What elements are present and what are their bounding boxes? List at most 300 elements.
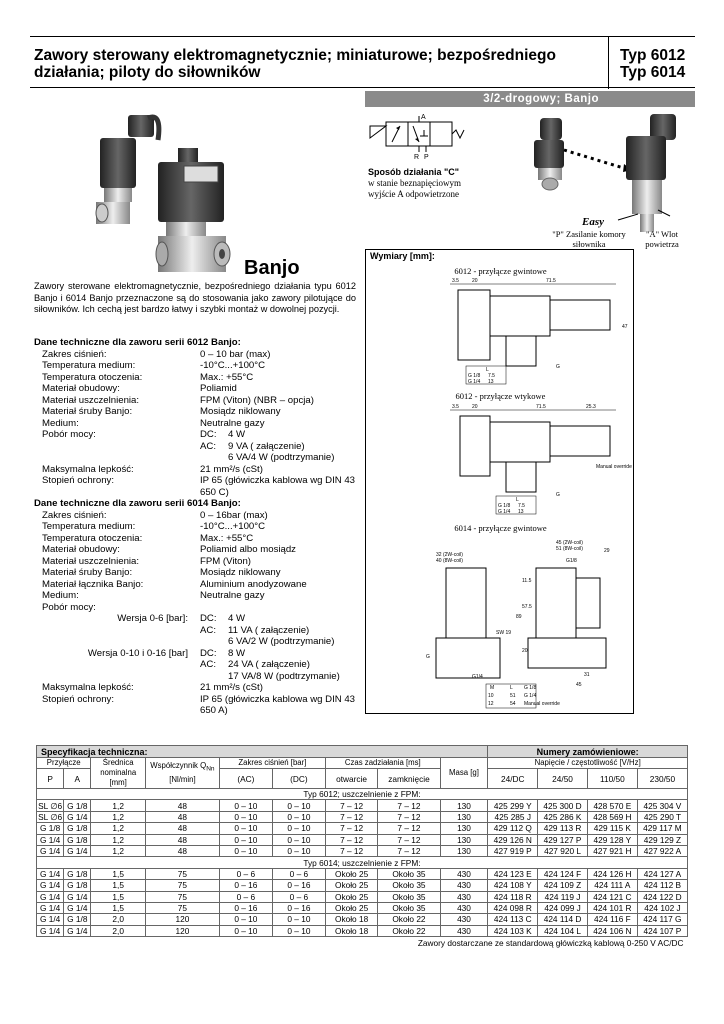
table-cell: 0 – 10	[272, 925, 325, 936]
table-cell: 75	[145, 902, 219, 913]
col-time: Czas zadziałania [ms]	[325, 758, 440, 769]
spec-key: Temperatura otoczenia:	[42, 532, 143, 544]
table-cell: 1,5	[91, 891, 146, 902]
dimension-label: 10	[488, 693, 494, 699]
spec-row	[34, 579, 364, 591]
dc-label: DC:	[200, 429, 217, 440]
order-number-cell: 424 098 R	[488, 902, 538, 913]
dimension-label: 45 (2W-coil)	[556, 540, 583, 546]
order-number-cell: 424 112 B	[637, 880, 687, 891]
spec-value: IP 65 (główiczka kablowa wg DIN 43 650 A)	[200, 693, 355, 716]
spec-row: Wersja 0-10 i 0-16 [bar] DC: 8 W	[34, 648, 364, 660]
table-cell: 430	[440, 914, 488, 925]
dimension-label: 11.5	[522, 578, 532, 584]
table-cell: Około 25	[325, 868, 377, 879]
drawing-6012-push-in	[446, 404, 632, 516]
table-cell: 0 – 10	[219, 914, 272, 925]
page-header	[30, 36, 695, 88]
table-cell: 0 – 16	[272, 880, 325, 891]
spec-lists	[34, 337, 364, 717]
ac-label: AC:	[200, 440, 216, 452]
table-cell: 0 – 10	[219, 811, 272, 822]
col-dc: (DC)	[272, 769, 325, 789]
spec-key: Wersja 0-10 i 0-16 [bar]	[87, 647, 188, 659]
dimension-label: L	[486, 367, 489, 373]
dimension-label: G 1/8	[498, 503, 511, 509]
spec-value: IP 65 (główiczka kablowa wg DIN 43 650 C)	[200, 475, 355, 498]
table-row	[37, 834, 688, 845]
table-cell: 1,2	[91, 845, 146, 856]
port-p-label: P	[424, 154, 429, 161]
table-row	[37, 902, 688, 913]
table-cell: 7 – 12	[325, 800, 377, 811]
spec-value: 21 mm²/s (cSt)	[200, 682, 263, 693]
table-cell: Około 35	[378, 868, 440, 879]
spec-6012-heading: Dane techniczne dla zaworu serii 6012 Banjo:	[34, 337, 241, 348]
table-cell: Około 35	[378, 891, 440, 902]
table-cell: G 1/4	[37, 880, 64, 891]
spec-value: Max.: +55°C	[200, 532, 254, 544]
table-cell: 130	[440, 823, 488, 834]
table-cell: 7 – 12	[325, 834, 377, 845]
table-cell: 48	[145, 811, 219, 822]
order-number-cell: 428 569 H	[587, 811, 637, 822]
dimension-label: 7.5	[488, 373, 495, 379]
table-cell: 0 – 10	[219, 800, 272, 811]
dimension-label: 12	[488, 701, 494, 707]
spec-value: FPM (Viton) (NBR – opcja)	[200, 394, 314, 406]
spec-key: Wersja 0-6 [bar]:	[117, 613, 188, 624]
spec-table	[36, 745, 688, 948]
table-row	[37, 925, 688, 936]
table-cell: 48	[145, 800, 219, 811]
pilot-actuator-photo	[520, 110, 690, 240]
spec-key: Materiał śruby Banjo:	[42, 406, 133, 417]
table-cell: G 1/4	[64, 891, 91, 902]
table-row	[37, 823, 688, 834]
table-row	[37, 914, 688, 925]
order-number-cell: 424 117 G	[637, 914, 687, 925]
table-cell: 0 – 10	[272, 800, 325, 811]
table-cell: G 1/4	[37, 902, 64, 913]
dimension-label: 31	[584, 672, 590, 678]
dimension-label: M	[490, 685, 495, 691]
spec-row	[34, 372, 364, 384]
table-cell: 0 – 10	[219, 823, 272, 834]
spec-row	[34, 395, 364, 407]
table-cell: 7 – 12	[325, 845, 377, 856]
table-cell: G 1/8	[64, 800, 91, 811]
order-number-cell: 424 106 N	[587, 925, 637, 936]
table-cell: 7 – 12	[325, 823, 377, 834]
spec-row: Wersja 0-6 [bar]: DC: 4 W	[34, 613, 364, 625]
spec-value: 0 – 16bar (max)	[200, 509, 268, 521]
spec-value: FPM (Viton)	[200, 555, 251, 567]
order-number-cell: 424 114 D	[538, 914, 588, 925]
spec-key: Maksymalna lepkość:	[42, 463, 134, 475]
spec-row	[34, 590, 364, 602]
spec-key: Temperatura otoczenia:	[42, 371, 143, 383]
air-inlet-label: "A" Wlot powietrza	[645, 229, 679, 249]
page-title: Zawory sterowany elektromagnetycznie; miniaturowe; bezpośredniego działania; piloty do siłowników	[34, 47, 556, 81]
table-row	[37, 800, 688, 811]
dimension-label: 51 (8W-coil)	[556, 546, 583, 552]
table-cell: 430	[440, 868, 488, 879]
table-cell: 1,2	[91, 823, 146, 834]
spec-row: 17 VA/8 W (podtrzymanie)	[228, 670, 340, 682]
dimension-label: G 1/8	[468, 373, 481, 379]
table-footer-note: Zawory dostarczane ze standardową główiczką kablową 0-250 V AC/DC	[37, 937, 688, 948]
order-number-cell: 427 920 L	[538, 845, 588, 856]
spec-row	[34, 602, 364, 614]
table-cell: 0 – 10	[272, 823, 325, 834]
order-number-cell: 424 108 Y	[488, 880, 538, 891]
table-cell: 130	[440, 811, 488, 822]
spec-row	[34, 544, 364, 556]
spec-row: AC: 24 VA ( załączenie)	[200, 659, 310, 670]
dimension-label: 47	[622, 324, 628, 330]
table-cell: 430	[440, 891, 488, 902]
order-number-cell: 427 919 P	[488, 845, 538, 856]
dimension-label: L	[516, 497, 519, 503]
spec-value: -10°C...+100°C	[200, 521, 266, 532]
spec-row	[34, 418, 364, 430]
table-group-header: Typ 6012; uszczelnienie z FPM:	[37, 789, 688, 800]
port-r-label: R	[414, 154, 420, 161]
spec-key: Materiał śruby Banjo:	[42, 567, 133, 578]
dimension-label: 40 (8W-coil)	[436, 558, 463, 564]
spec-row	[34, 533, 364, 545]
table-cell: 1,2	[91, 800, 146, 811]
spec-value: 21 mm²/s (cSt)	[200, 463, 263, 475]
ac-value-hold: 6 VA/4 W (podtrzymanie)	[228, 452, 335, 463]
col-open: otwarcie	[325, 769, 377, 789]
spec-value: -10°C...+100°C	[200, 360, 266, 371]
table-cell: SL ∅6	[38, 811, 63, 822]
table-cell: 130	[440, 845, 488, 856]
spec-row	[34, 406, 364, 418]
spec-row	[34, 510, 364, 522]
operation-mode-title: Sposób działania "C"	[368, 167, 460, 177]
order-number-cell: 425 290 T	[637, 811, 687, 822]
table-cell: 48	[145, 834, 219, 845]
spec-row	[34, 383, 364, 395]
order-number-cell: 424 103 K	[488, 925, 538, 936]
dimension-label: Manual override	[524, 701, 560, 707]
table-cell: G 1/4	[64, 902, 91, 913]
table-cell: 130	[440, 800, 488, 811]
dimension-label: 20	[522, 648, 528, 654]
table-cell: 1,5	[91, 880, 146, 891]
spec-row	[34, 452, 364, 464]
drawing-6014-threaded	[406, 538, 632, 712]
order-number-cell: 429 115 K	[587, 823, 637, 834]
easy-label: Easy	[582, 216, 604, 228]
order-number-cell: 424 113 C	[488, 914, 538, 925]
spec-6014-heading: Dane techniczne dla zaworu serii 6014 Banjo:	[34, 498, 241, 509]
dimension-label: G 1/4	[468, 379, 481, 385]
table-cell: Około 25	[325, 880, 377, 891]
table-cell: G 1/4	[37, 845, 64, 856]
table-cell: G 1/4	[37, 868, 64, 879]
table-cell: 75	[145, 880, 219, 891]
spec-value: 0 – 10 bar (max)	[200, 348, 271, 360]
col-connection: Przyłącze	[37, 758, 91, 769]
dimension-label: Manual override	[596, 464, 632, 470]
spec-value: Max.: +55°C	[200, 371, 254, 383]
table-cell: Około 18	[325, 925, 377, 936]
ac-value: 9 VA ( załączenie)	[228, 440, 305, 452]
table-cell: G 1/8	[64, 914, 91, 925]
col-close: zamknięcie	[378, 769, 440, 789]
table-cell: 1,5	[91, 868, 146, 879]
order-number-cell: 424 116 F	[587, 914, 637, 925]
order-number-cell: 429 112 Q	[488, 823, 538, 834]
dimension-label: 71.5	[536, 404, 546, 410]
col-ac: (AC)	[219, 769, 272, 789]
banjo-title: Banjo	[244, 257, 300, 279]
col-mass: Masa [g]	[440, 758, 488, 789]
col-110-50: 110/50	[587, 769, 637, 789]
operation-mode	[368, 167, 480, 200]
spec-row	[34, 567, 364, 579]
order-number-cell: 429 126 N	[488, 834, 538, 845]
table-cell: 0 – 10	[272, 811, 325, 822]
table-cell: G 1/4	[64, 845, 91, 856]
table-cell: G 1/4	[37, 925, 64, 936]
type-6014: Typ 6014	[620, 64, 686, 81]
order-number-cell: 424 127 A	[637, 868, 687, 879]
order-number-cell: 425 286 K	[538, 811, 588, 822]
dimension-label: 71.5	[546, 278, 556, 284]
spec-key: Pobór mocy:	[42, 601, 96, 613]
order-number-cell: 429 128 Y	[587, 834, 637, 845]
spec-value: Poliamid albo mosiądz	[200, 544, 296, 555]
order-number-cell: 425 304 V	[637, 800, 687, 811]
dimensions-label: Wymiary [mm]:	[370, 251, 435, 261]
table-cell: 7 – 12	[378, 811, 440, 822]
table-cell: 7 – 12	[325, 811, 377, 822]
table-cell: 48	[145, 845, 219, 856]
order-number-cell: 424 111 A	[587, 880, 637, 891]
table-cell: 48	[145, 823, 219, 834]
dimension-label: 20	[472, 404, 478, 410]
table-cell: 130	[440, 834, 488, 845]
table-cell: G 1/8	[64, 880, 91, 891]
table-cell: 0 – 10	[272, 914, 325, 925]
table-cell: 0 – 16	[219, 902, 272, 913]
dimension-label: 13	[488, 379, 494, 385]
spec-row	[34, 521, 364, 533]
dimension-label: G 1/4	[524, 693, 537, 699]
order-number-cell: 428 570 E	[587, 800, 637, 811]
table-cell: 1,2	[91, 811, 146, 822]
spec-row	[34, 682, 364, 694]
spec-value: Aluminium anodyzowane	[200, 578, 307, 590]
table-cell: 430	[440, 902, 488, 913]
order-number-cell: 429 127 P	[538, 834, 588, 845]
spec-key: Pobór mocy:	[42, 429, 96, 440]
spec-value: Neutralne gazy	[200, 417, 265, 429]
table-cell: 0 – 10	[219, 845, 272, 856]
drawing-caption-1: 6012 - przyłącze gwintowe	[454, 266, 547, 276]
table-cell: G 1/8	[37, 823, 64, 834]
spec-row	[34, 556, 364, 568]
table-cell: 0 – 6	[219, 891, 272, 902]
order-number-cell: 424 124 F	[538, 868, 588, 879]
table-cell: 120	[145, 925, 219, 936]
table-cell: 0 – 10	[272, 834, 325, 845]
dimension-label: 7.5	[518, 503, 525, 509]
table-cell: 0 – 10	[272, 845, 325, 856]
table-cell: Około 18	[325, 914, 377, 925]
order-number-cell: 425 285 J	[488, 811, 538, 822]
col-p: P	[37, 769, 64, 789]
spec-key: Zakres ciśnień:	[42, 348, 107, 360]
col-diameter: Średnica nominalna [mm]	[91, 758, 146, 789]
table-cell: 0 – 6	[272, 868, 325, 879]
spec-value: Mosiądz niklowany	[200, 567, 281, 578]
table-cell: 0 – 6	[272, 891, 325, 902]
spec-table-header: Specyfikacja techniczna:	[37, 746, 488, 758]
spec-row	[34, 475, 364, 498]
table-cell: G 1/8	[64, 823, 91, 834]
dimension-label: 45	[576, 682, 582, 688]
dimension-label: 3.5	[452, 278, 459, 284]
table-row	[37, 845, 688, 856]
drawing-caption-2: 6012 - przyłącze wtykowe	[455, 391, 546, 401]
order-number-cell: 424 119 J	[538, 891, 588, 902]
spec-row	[34, 464, 364, 476]
table-cell: 430	[440, 880, 488, 891]
order-number-cell: 425 300 D	[538, 800, 588, 811]
table-group-header: Typ 6014; uszczelnienie z FPM:	[37, 857, 688, 868]
spec-row	[34, 360, 364, 372]
order-number-cell: 429 113 R	[538, 823, 588, 834]
spec-key: Materiał obudowy:	[42, 383, 120, 394]
dimension-label: 89	[516, 614, 522, 620]
order-number-cell: 427 921 H	[587, 845, 637, 856]
spec-row	[34, 441, 364, 453]
order-table-header: Numery zamówieniowe:	[488, 746, 688, 758]
type-6012: Typ 6012	[620, 47, 686, 64]
table-cell: 75	[145, 891, 219, 902]
dimension-label: G 1/8	[524, 685, 537, 691]
spec-key: Materiał obudowy:	[42, 544, 120, 555]
order-number-cell: 429 129 Z	[637, 834, 687, 845]
table-cell: 2,0	[91, 914, 146, 925]
intro-text: Zawory sterowane elektromagnetycznie, bezpośredniego działania typu 6012 Banjo i 6014 Banjo przeznaczone są do stosowania jako zawory pilotujące do siłowników. Ich cechą jest bardzo łatwy i szybki montaż w dowolnej pozycji.	[34, 281, 356, 314]
table-cell: 430	[440, 925, 488, 936]
table-row	[37, 868, 688, 879]
dimension-label: G	[426, 654, 430, 660]
spec-row: AC: 11 VA ( załączenie)	[200, 624, 310, 636]
dimension-label: 57.5	[522, 604, 532, 610]
col-230-50: 230/50	[637, 769, 687, 789]
table-cell: Około 25	[325, 891, 377, 902]
table-cell: Około 25	[325, 902, 377, 913]
supply-label: "P" Zasilanie komory siłownika	[552, 229, 626, 249]
table-cell: 0 – 10	[219, 925, 272, 936]
spec-key: Medium:	[42, 417, 79, 429]
table-row	[37, 811, 688, 822]
spec-key: Zakres ciśnień:	[42, 509, 107, 521]
table-cell: G 1/4	[64, 925, 91, 936]
order-number-cell: 429 117 M	[637, 823, 687, 834]
dimension-label: 32 (2W-coil)	[436, 552, 463, 558]
spec-row	[34, 349, 364, 361]
dimension-label: G	[556, 364, 560, 370]
dimension-label: 51	[510, 693, 516, 699]
table-cell: 7 – 12	[378, 800, 440, 811]
drawing-6012-threaded	[446, 278, 632, 388]
col-flow: Współczynnik $Q_{Nn}$ [Nl/min]	[145, 758, 219, 789]
col-24-50: 24/50	[538, 769, 588, 789]
order-number-cell: 425 299 Y	[488, 800, 538, 811]
table-cell: Około 22	[378, 914, 440, 925]
spec-value: Mosiądz niklowany	[200, 406, 281, 417]
table-cell: 120	[145, 914, 219, 925]
dimension-label: 25.3	[586, 404, 596, 410]
spec-row	[34, 429, 364, 441]
table-cell: G 1/4	[64, 811, 91, 822]
col-voltage: Napięcie / częstotliwość [V/Hz]	[488, 758, 688, 769]
spec-value: Poliamid	[200, 383, 237, 394]
operation-mode-text: w stanie beznapięciowym wyjście A odpowietrzone	[368, 178, 461, 199]
table-cell: G 1/4	[37, 914, 64, 925]
table-cell: G 1/4	[37, 891, 64, 902]
order-number-cell: 424 102 J	[637, 902, 687, 913]
valve-symbol	[368, 112, 468, 164]
table-cell: 0 – 16	[272, 902, 325, 913]
dimension-label: 29	[604, 548, 610, 554]
col-pressure: Zakres ciśnień [bar]	[219, 758, 325, 769]
table-cell: SL ∅6	[38, 800, 63, 811]
order-number-cell: 424 099 J	[538, 902, 588, 913]
spec-key: Medium:	[42, 590, 79, 601]
section-banner: 3/2-drogowy; Banjo	[365, 91, 695, 107]
drawing-caption-3: 6014 - przyłącze gwintowe	[454, 523, 547, 533]
table-cell: 1,2	[91, 834, 146, 845]
order-number-cell: 424 118 R	[488, 891, 538, 902]
type-box	[608, 37, 695, 89]
dimension-label: 13	[518, 509, 524, 515]
spec-key: Materiał uszczelnienia:	[42, 394, 140, 406]
table-cell: 0 – 6	[219, 868, 272, 879]
table-cell: 7 – 12	[378, 823, 440, 834]
spec-key: Maksymalna lepkość:	[42, 682, 134, 693]
spec-key: Temperatura medium:	[42, 521, 136, 532]
spec-key: Materiał uszczelnienia:	[42, 555, 140, 567]
table-cell: 0 – 16	[219, 880, 272, 891]
order-number-cell: 424 123 E	[488, 868, 538, 879]
table-row	[37, 891, 688, 902]
spec-value: Neutralne gazy	[200, 590, 265, 601]
dimension-label: G 1/4	[498, 509, 511, 515]
order-number-cell: 424 122 D	[637, 891, 687, 902]
order-number-cell: 427 922 A	[637, 845, 687, 856]
dimension-label: G	[556, 492, 560, 498]
table-cell: Około 35	[378, 902, 440, 913]
table-cell: 0 – 10	[219, 834, 272, 845]
table-cell: Około 22	[378, 925, 440, 936]
order-number-cell: 424 121 C	[587, 891, 637, 902]
table-cell: Około 35	[378, 880, 440, 891]
spec-row	[34, 694, 364, 717]
dimensions-panel	[365, 249, 634, 714]
spec-key: Stopień ochrony:	[42, 693, 114, 705]
port-a-label: A	[421, 114, 426, 121]
